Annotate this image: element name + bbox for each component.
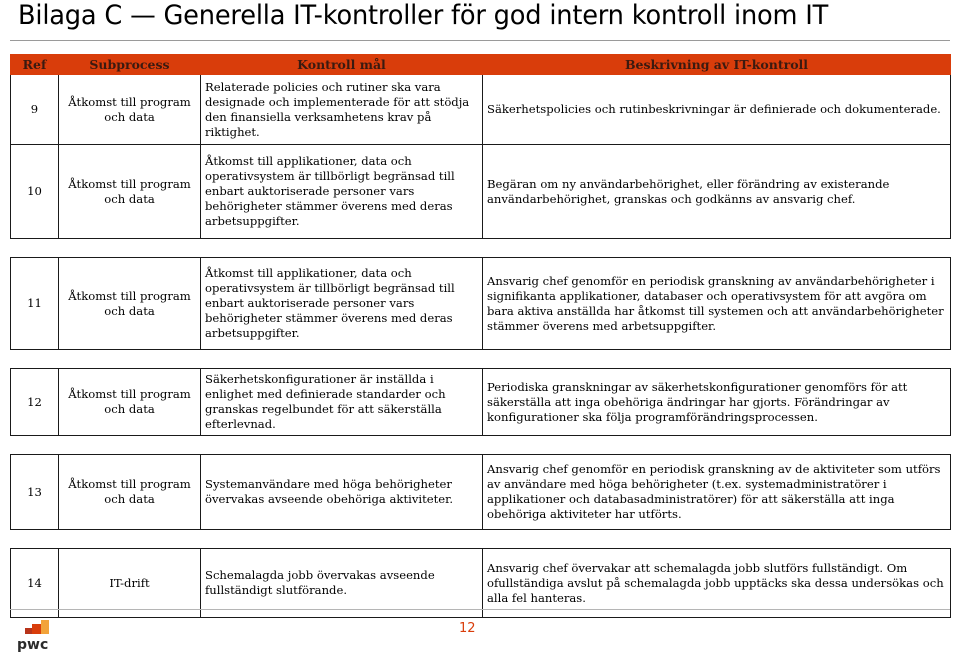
table-header-row <box>11 55 951 75</box>
logo-accent-dark-block <box>25 628 32 634</box>
cell-subprocess: Åtkomst till program och data <box>59 369 201 436</box>
row-spacer <box>11 436 951 455</box>
cell-kontroll-mal: Relaterade policies och rutiner ska vara designade och implementerade för att stödja den finansiella verksamhetens krav på riktighet. <box>201 75 483 145</box>
cell-beskrivning: Periodiska granskningar av säkerhetskonfigurationer genomförs för att säkerställa att inga obehöriga ändringar har gjorts. Förändringar av konfigurationer ska följa programförändringsprocessen. <box>483 369 951 436</box>
title-divider <box>10 40 950 41</box>
cell-ref: 11 <box>11 258 59 350</box>
cell-beskrivning: Begäran om ny användarbehörighet, eller förändring av existerande användarbehörighet, granskas och godkänns av ansvarig chef. <box>483 145 951 239</box>
cell-subprocess: Åtkomst till program och data <box>59 145 201 239</box>
cell-beskrivning: Säkerhetspolicies och rutinbeskrivningar är definierade och dokumenterade. <box>483 75 951 145</box>
logo-accent-block <box>32 624 41 634</box>
cell-ref: 14 <box>11 549 59 618</box>
table-row <box>11 75 951 145</box>
cell-kontroll-mal: Åtkomst till applikationer, data och operativsystem är tillbörligt begränsad till enbart auktoriserade personer vars behörigheter stämmer överens med deras arbetsuppgifter. <box>201 258 483 350</box>
header-kontroll-mal: Kontroll mål <box>201 55 483 75</box>
table-row <box>11 369 951 436</box>
cell-subprocess: Åtkomst till program och data <box>59 258 201 350</box>
page-title: Bilaga C — Generella IT-kontroller för god intern kontroll inom IT <box>18 0 829 31</box>
header-ref: Ref <box>11 55 59 75</box>
header-beskrivning: Beskrivning av IT-kontroll <box>483 55 951 75</box>
cell-beskrivning: Ansvarig chef genomför en periodisk granskning av de aktiviteter som utförs av användare med höga behörigheter (t.ex. systemadministratörer i applikationer och databasadministratörer) för att säkerställa att inga obehöriga aktiviteter har utförts. <box>483 455 951 530</box>
cell-ref: 13 <box>11 455 59 530</box>
table-row <box>11 549 951 618</box>
row-spacer <box>11 350 951 369</box>
header-subprocess: Subprocess <box>59 55 201 75</box>
cell-ref: 9 <box>11 75 59 145</box>
cell-beskrivning: Ansvarig chef övervakar att schemalagda jobb slutförs fullständigt. Om ofullständiga avslut på schemalagda jobb upptäcks ska dessa undersökas och alla fel hanteras. <box>483 549 951 618</box>
logo-wordmark: pwc <box>17 637 49 653</box>
row-spacer <box>11 239 951 258</box>
cell-beskrivning: Ansvarig chef genomför en periodisk granskning av användarbehörigheter i signifikanta applikationer, databaser och operativsystem för att avgöra om bara aktiva anställda har åtkomst till systemen och att användarbehörigheter stämmer överens med arbetsuppgifter. <box>483 258 951 350</box>
it-controls-table <box>10 54 951 618</box>
logo-accent-light-block <box>41 620 49 634</box>
cell-kontroll-mal: Säkerhetskonfigurationer är inställda i enlighet med definierade standarder och granskas regelbundet för att säkerställa efterlevnad. <box>201 369 483 436</box>
cell-subprocess: Åtkomst till program och data <box>59 75 201 145</box>
footer-divider <box>10 609 950 610</box>
page-number: 12 <box>459 621 476 636</box>
table-row <box>11 258 951 350</box>
table-row <box>11 455 951 530</box>
cell-subprocess: IT-drift <box>59 549 201 618</box>
row-spacer <box>11 530 951 549</box>
cell-subprocess: Åtkomst till program och data <box>59 455 201 530</box>
table-row <box>11 145 951 239</box>
pwc-logo <box>14 618 54 654</box>
cell-ref: 12 <box>11 369 59 436</box>
cell-kontroll-mal: Systemanvändare med höga behörigheter övervakas avseende obehöriga aktiviteter. <box>201 455 483 530</box>
cell-kontroll-mal: Schemalagda jobb övervakas avseende fullständigt slutförande. <box>201 549 483 618</box>
cell-kontroll-mal: Åtkomst till applikationer, data och operativsystem är tillbörligt begränsad till enbart auktoriserade personer vars behörigheter stämmer överens med deras arbetsuppgifter. <box>201 145 483 239</box>
cell-ref: 10 <box>11 145 59 239</box>
